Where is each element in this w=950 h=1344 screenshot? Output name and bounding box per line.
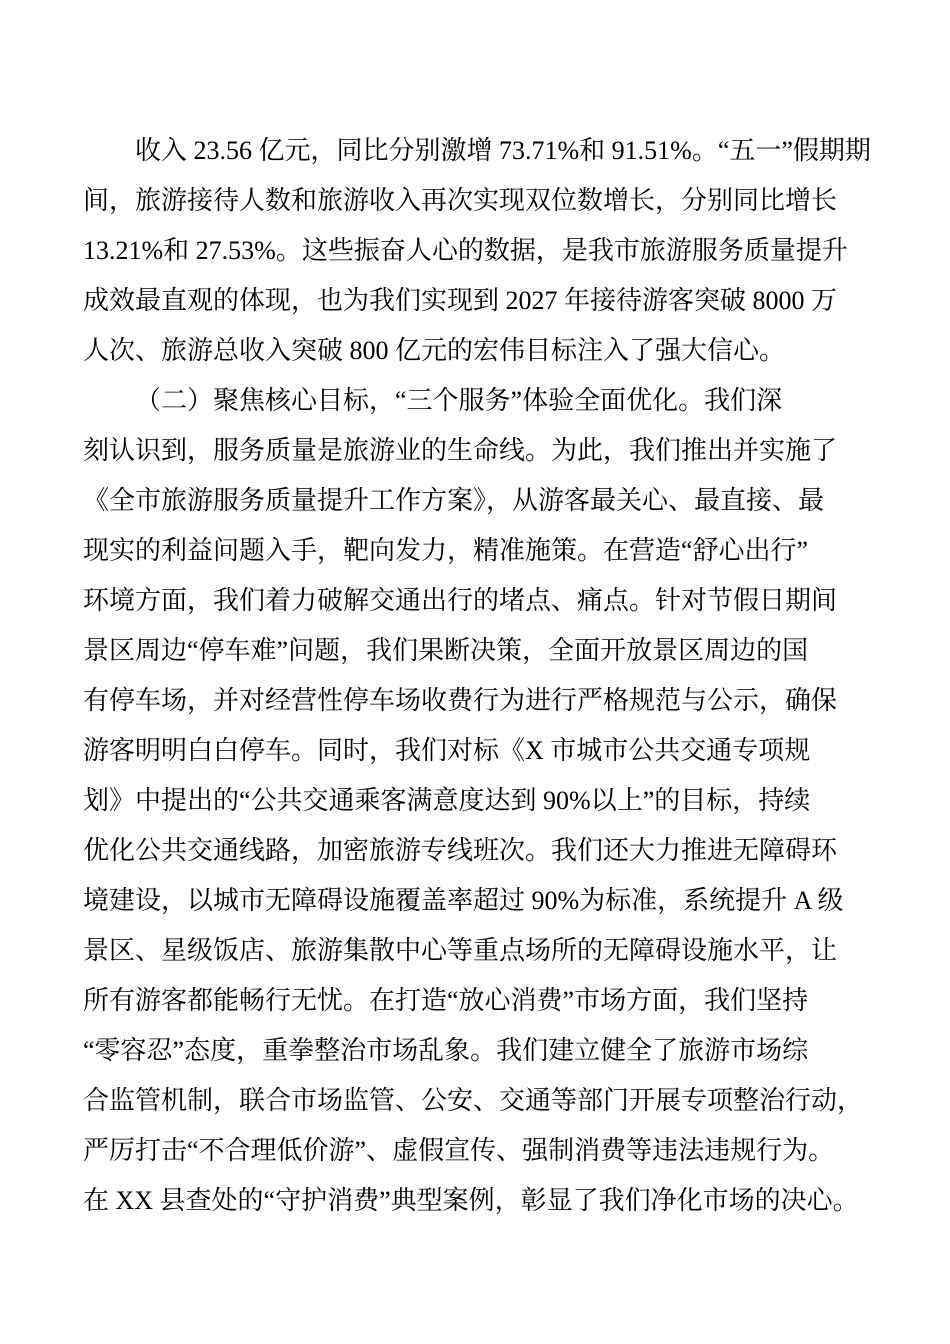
text-line: 收入 23.56 亿元，同比分别激增 73.71%和 91.51%。“五一”假期期 — [135, 136, 871, 165]
text-line: 景区周边“停车难”问题，我们果断决策，全面开放景区周边的国 — [83, 636, 809, 665]
text-line: 境建设，以城市无障碍设施覆盖率超过 90%为标准，系统提升 A 级 — [83, 886, 844, 915]
document-body — [83, 126, 871, 1226]
text-line: 所有游客都能畅行无忧。在打造“放心消费”市场方面，我们坚持 — [83, 986, 809, 1015]
text-line: （二）聚焦核心目标，“三个服务”体验全面优化。我们深 — [135, 386, 783, 415]
paragraph — [83, 376, 864, 1226]
text-line: 游客明明白白停车。同时，我们对标《X 市城市公共交通专项规 — [83, 736, 811, 765]
text-line: 有停车场，并对经营性停车场收费行为进行严格规范与公示，确保 — [83, 686, 838, 715]
text-line: 成效最直观的体现，也为我们实现到 2027 年接待游客突破 8000 万 — [83, 286, 838, 315]
text-line: 13.21%和 27.53%。这些振奋人心的数据，是我市旅游服务质量提升 — [83, 236, 848, 265]
text-line: 环境方面，我们着力破解交通出行的堵点、痛点。针对节假日期间 — [83, 586, 838, 615]
paragraph — [83, 126, 871, 376]
text-line: “零容忍”态度，重拳整治市场乱象。我们建立健全了旅游市场综 — [83, 1036, 809, 1065]
text-line: 刻认识到，服务质量是旅游业的生命线。为此，我们推出并实施了 — [83, 436, 838, 465]
text-line: 现实的利益问题入手，靶向发力，精准施策。在营造“舒心出行” — [83, 536, 809, 565]
text-line: 《全市旅游服务质量提升工作方案》，从游客最关心、最直接、最 — [83, 486, 825, 515]
text-line: 景区、星级饭店、旅游集散中心等重点场所的无障碍设施水平，让 — [83, 936, 838, 965]
text-line: 人次、旅游总收入突破 800 亿元的宏伟目标注入了强大信心。 — [83, 336, 786, 365]
text-line: 划》中提出的“公共交通乘客满意度达到 90%以上”的目标，持续 — [83, 786, 811, 815]
text-line: 严厉打击“不合理低价游”、虚假宣传、强制消费等违法违规行为。 — [83, 1136, 835, 1165]
text-line: 间，旅游接待人数和旅游收入再次实现双位数增长，分别同比增长 — [83, 186, 838, 215]
text-line: 在 XX 县查处的“守护消费”典型案例，彰显了我们净化市场的决心。 — [83, 1186, 859, 1215]
text-line: 合监管机制，联合市场监管、公安、交通等部门开展专项整治行动， — [83, 1086, 864, 1115]
text-line: 优化公共交通线路，加密旅游专线班次。我们还大力推进无障碍环 — [83, 836, 838, 865]
